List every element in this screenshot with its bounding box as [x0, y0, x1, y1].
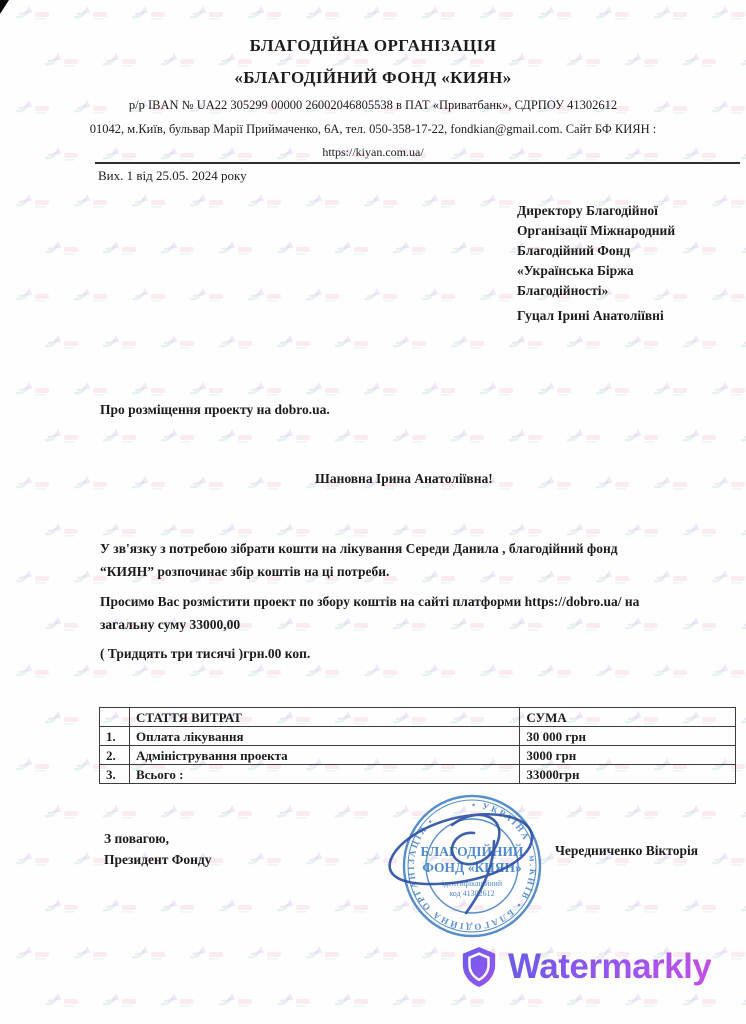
- cell-item: Всього :: [129, 765, 519, 784]
- cell-num: 3.: [100, 765, 130, 784]
- paragraph-line: У зв'язку з потребою зібрати кошти на лікування Середи Данила , благодійний фонд: [100, 541, 618, 556]
- body-paragraph-1: [100, 537, 725, 583]
- header-cell-sum: СУМА: [520, 708, 736, 727]
- stamp-center-line2: ФОНД «КИЯН»: [422, 860, 522, 875]
- recipient-block: [517, 201, 707, 301]
- bank-details: р/р IBAN № UA22 305299 00000 26002046805538 в ПАТ «Приватбанк», СДРПОУ 41302612: [128, 98, 618, 112]
- subject-line: Про розміщення проекту на dobro.ua.: [100, 402, 330, 417]
- stamp-center-line3: ідентифікаційний: [441, 879, 503, 888]
- cell-item: Адміністрування проекта: [129, 746, 519, 765]
- costs-table: [99, 707, 736, 784]
- recipient-line: Благодійності»: [517, 283, 609, 298]
- table-row: [100, 746, 736, 765]
- letterhead: [0, 36, 746, 160]
- watermarkly-wordmark: Watermarkly: [508, 947, 712, 986]
- recipient-line: «Українська Біржа: [517, 263, 634, 278]
- address-line: 01042, м.Київ, бульвар Марії Приймаченко, 6А, тел. 050-358-17-22, fondkian@gmail.com. Сайт БФ КИЯН :: [89, 122, 657, 136]
- paragraph-line: Просимо Вас розмістити проект по збору коштів на сайті платформи https://dobro.ua/ на: [100, 594, 640, 609]
- header-divider: [95, 162, 740, 164]
- signature-ink-icon: [382, 795, 567, 933]
- recipient-name: Гуцал Ірині Анатоліївні: [517, 308, 664, 323]
- cell-item: Оплата лікування: [129, 727, 519, 746]
- outgoing-ref-line: Вих. 1 від 25.05. 2024 року: [98, 168, 247, 183]
- stamp-center-line4: код 41302612: [449, 889, 495, 898]
- stamp-ring-text: • УКРАЇНА • м.КИЇВ • БЛАГОДІЙНА ОРГАНІЗАЦІЯ •: [405, 799, 539, 933]
- cell-num: 2.: [100, 746, 130, 765]
- recipient-line: Директору Благодійної: [517, 203, 658, 218]
- stamp-center-line1: БЛАГОДІЙНИЙ: [420, 844, 524, 859]
- body-paragraph-3: [100, 642, 725, 665]
- recipient-line: Організації Міжнародний: [517, 223, 676, 238]
- body-paragraph-2: [100, 590, 725, 636]
- recipient-line: Благодійний Фонд: [517, 243, 631, 258]
- cell-sum: 30 000 грн: [520, 727, 736, 746]
- cell-num: 1.: [100, 727, 130, 746]
- shield-icon: [460, 946, 498, 988]
- cell-sum: 3000 грн: [520, 746, 736, 765]
- scan-corner-artifact: [0, 0, 9, 14]
- closing-salutation: З повагою,: [104, 831, 169, 846]
- signer-name: Чередниченко Вікторія: [555, 843, 699, 858]
- table-row: [100, 765, 736, 784]
- watermarkly-badge: [460, 946, 711, 988]
- header-cell-item: СТАТТЯ ВИТРАТ: [129, 708, 519, 727]
- table-header-row: [100, 708, 736, 727]
- table-row: [100, 727, 736, 746]
- signer-title: Президент Фонду: [104, 852, 212, 867]
- paragraph-line: загальну суму 33000,00: [100, 617, 241, 632]
- paragraph-line: “КИЯН” розпочинає збір коштів на ці потреби.: [100, 564, 390, 579]
- header-cell-num: [100, 708, 130, 727]
- handwritten-signature: [382, 795, 567, 933]
- paragraph-line: ( Тридцять три тисячі )грн.00 коп.: [100, 646, 311, 661]
- website-link: https://kiyan.com.ua/: [322, 145, 424, 159]
- org-name-line1: БЛАГОДІЙНА ОРГАНІЗАЦІЯ: [249, 36, 497, 55]
- cell-sum: 33000грн: [520, 765, 736, 784]
- org-name-line2: «БЛАГОДІЙНИЙ ФОНД «КИЯН»: [234, 68, 512, 87]
- salutation: Шановна Ірина Анатоліївна!: [315, 471, 493, 486]
